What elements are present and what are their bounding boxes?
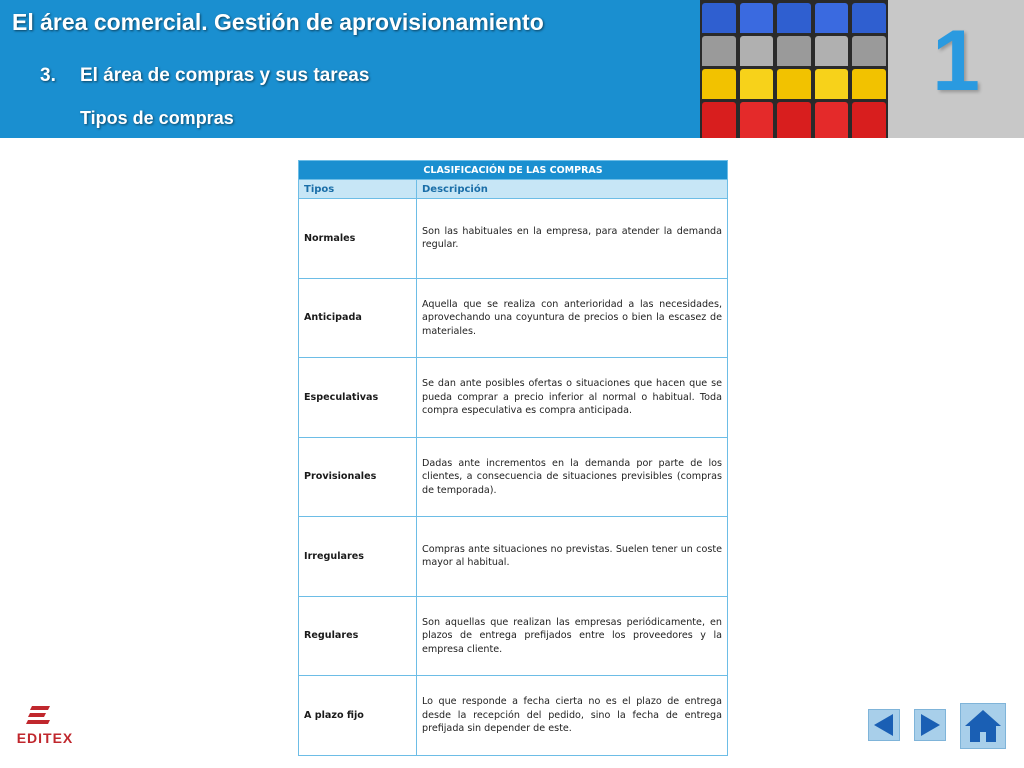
slide-header bbox=[0, 0, 1024, 138]
row-type: A plazo fijo bbox=[299, 676, 417, 756]
section-heading bbox=[40, 65, 369, 87]
triangle-right-icon bbox=[915, 710, 945, 740]
table-row bbox=[299, 596, 728, 676]
chapter-number: 1 bbox=[932, 13, 980, 109]
previous-button[interactable] bbox=[868, 709, 900, 741]
row-type: Normales bbox=[299, 199, 417, 279]
home-button[interactable] bbox=[960, 703, 1006, 749]
row-description: Compras ante situaciones no previstas. Suelen tener un coste mayor al habitual. bbox=[417, 517, 728, 597]
subsection-title: Tipos de compras bbox=[80, 108, 234, 128]
row-description: Aquella que se realiza con anterioridad a las necesidades, aprovechando una coyuntura de precios o bien la escasez de materiales. bbox=[417, 278, 728, 358]
slide-title: El área comercial. Gestión de aprovisionamiento bbox=[12, 9, 544, 35]
editex-logo bbox=[10, 704, 80, 750]
row-type: Especulativas bbox=[299, 358, 417, 438]
row-description: Dadas ante incrementos en la demanda por parte de los clientes, a consecuencia de situaciones previsibles (compras de temporada). bbox=[417, 437, 728, 517]
table-row bbox=[299, 676, 728, 756]
table-row bbox=[299, 199, 728, 279]
table-row bbox=[299, 437, 728, 517]
row-type: Regulares bbox=[299, 596, 417, 676]
chapter-badge bbox=[888, 0, 1024, 138]
storage-bins-photo bbox=[700, 0, 888, 138]
triangle-left-icon bbox=[869, 710, 899, 740]
column-header-description: Descripción bbox=[417, 180, 728, 199]
row-type: Anticipada bbox=[299, 278, 417, 358]
purchase-classification-table bbox=[298, 160, 728, 756]
row-type: Irregulares bbox=[299, 517, 417, 597]
table-row bbox=[299, 517, 728, 597]
logo-wordmark: EDITEX bbox=[16, 730, 74, 746]
row-description: Se dan ante posibles ofertas o situaciones que hacen que se pueda comprar a precio inferior al normal o habitual. Toda compra especulativa es compra anticipada. bbox=[417, 358, 728, 438]
editex-logo-icon bbox=[10, 704, 80, 730]
row-description: Son las habituales en la empresa, para atender la demanda regular. bbox=[417, 199, 728, 279]
next-button[interactable] bbox=[914, 709, 946, 741]
row-type: Provisionales bbox=[299, 437, 417, 517]
row-description: Son aquellas que realizan las empresas periódicamente, en plazos de entrega prefijados entre los proveedores y la empresa cliente. bbox=[417, 596, 728, 676]
row-description: Lo que responde a fecha cierta no es el plazo de entrega desde la recepción del pedido, sino la fecha de entrega prefijada sin depender de este. bbox=[417, 676, 728, 756]
house-icon bbox=[961, 704, 1005, 748]
table-row bbox=[299, 278, 728, 358]
section-title: El área de compras y sus tareas bbox=[80, 65, 370, 86]
table-caption: CLASIFICACIÓN DE LAS COMPRAS bbox=[299, 161, 728, 180]
table-row bbox=[299, 358, 728, 438]
column-header-type: Tipos bbox=[299, 180, 417, 199]
section-number: 3. bbox=[40, 65, 56, 86]
